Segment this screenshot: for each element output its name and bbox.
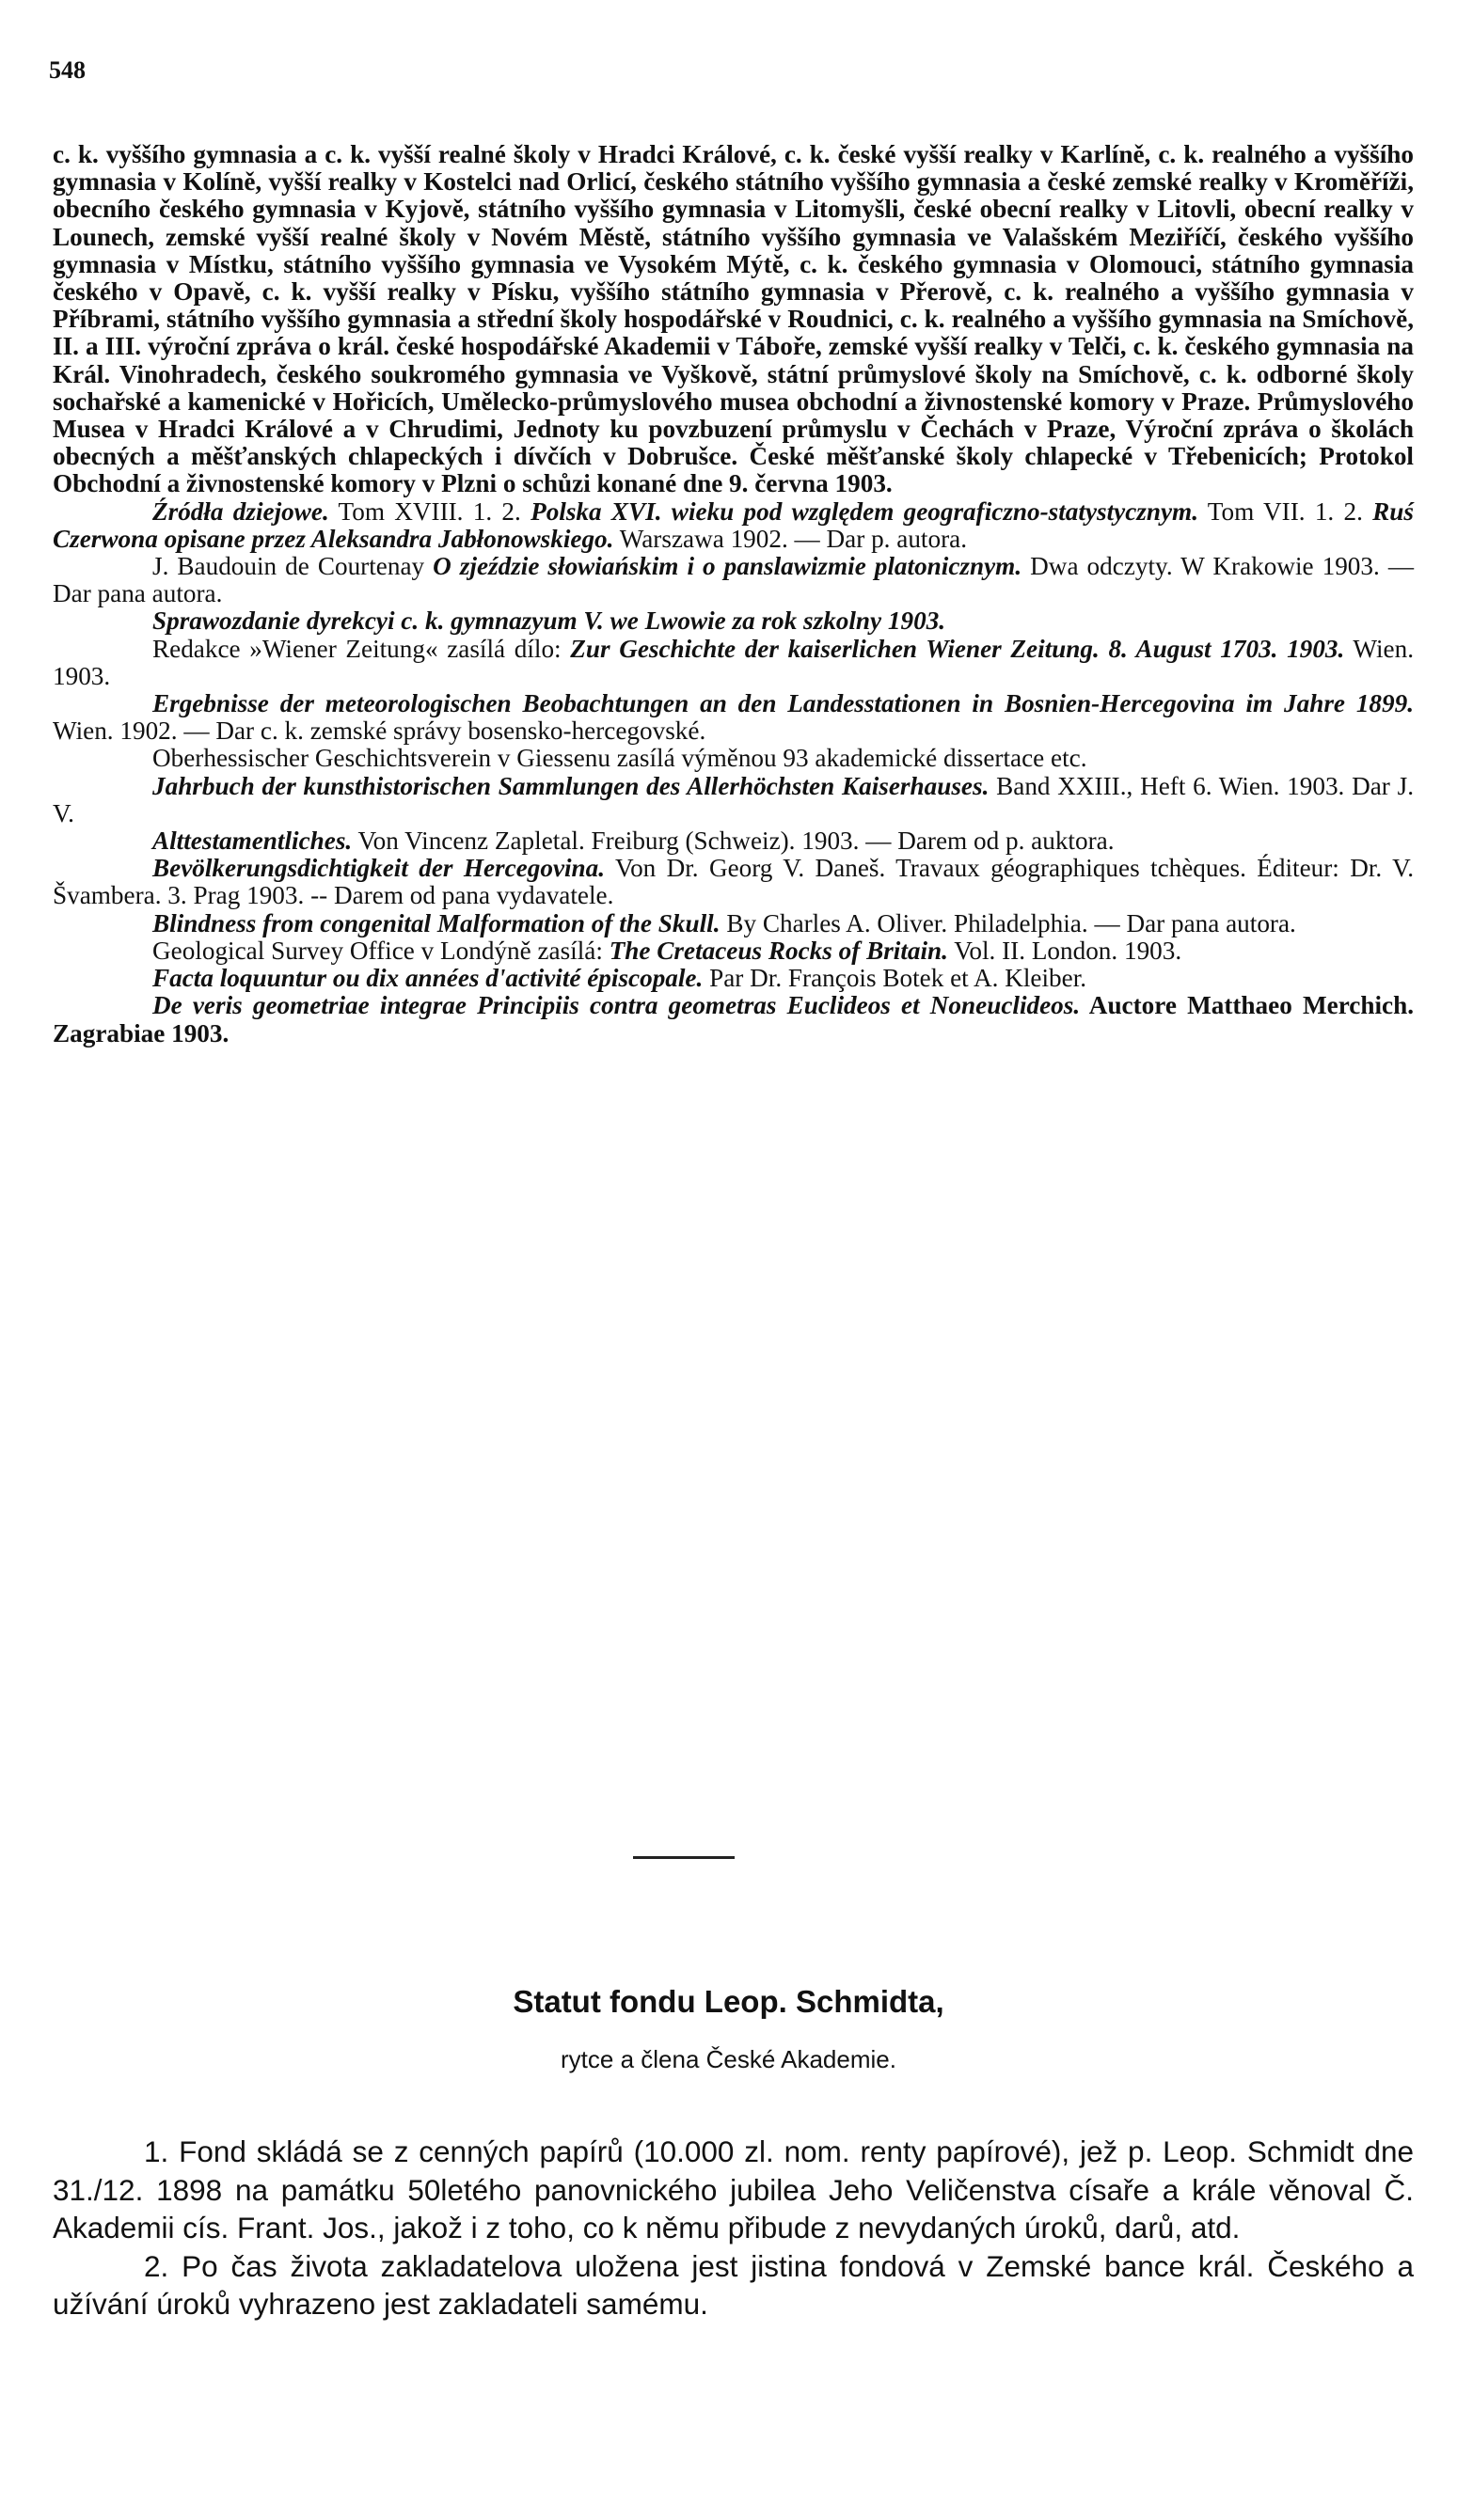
list-item: Jahrbuch der kunsthistorischen Sammlungen des Allerhöchsten Kaiserhauses. Band XXIII., Heft 6. Wien. 1903. Dar J. V. bbox=[53, 771, 1414, 827]
section-divider bbox=[633, 1856, 735, 1859]
list-item: Ergebnisse der meteorologischen Beobachtungen an den Landesstationen in Bosnien-Hercegovina im Jahre 1899. Wien. 1902. — Dar c. k. zemské správy bosensko-hercegovské. bbox=[53, 689, 1414, 746]
statute-title: Statut fondu Leop. Schmidta, bbox=[513, 1984, 944, 2019]
list-item: Sprawozdanie dyrekcyi c. k. gymnazyum V. we Lwowie za rok szkolny 1903. bbox=[152, 606, 946, 636]
list-item: Źródła dziejowe. Tom XVIII. 1. 2. Polska XVI. wieku pod względem geograficzno-statystycznym. Tom VII. 1. 2. Ruś Czerwona opisane przez Aleksandra Jabłonowskiego. Warszawa 1902. — Dar p. autora. bbox=[53, 496, 1415, 553]
statute-paragraph-1: 1. Fond skládá se z cenných papírů (10.000 zl. nom. renty papírové), jež p. Leop. Schmidt dne 31./12. 1898 na památku 50letého panovnického jubilea Jeho Veličenstva císaře a krále věnoval Č. Akademii cís. Frant. Jos., jakož i z toho, co k němu přibude z nevydaných úroků, darů, atd. bbox=[53, 2134, 1414, 2245]
list-item: J. Baudouin de Courtenay O zjeździe słowiańskim i o panslawizmie platonicznym. Dwa odczyty. W Krakowie 1903. — Dar pana autora. bbox=[53, 552, 1415, 608]
list-item: Blindness from congenital Malformation of the Skull. By Charles A. Oliver. Philadelphia. — Dar pana autora. bbox=[152, 908, 1296, 937]
list-item: Alttestamentliches. Von Vincenz Zapletal. Freiburg (Schweiz). 1903. — Darem od p. auktora. bbox=[152, 827, 1115, 856]
list-item: Bevölkerungsdichtigkeit der Hercegovina. Von Dr. Georg V. Daneš. Travaux géographiques tchèques. Éditeur: Dr. V. Švambera. 3. Prag 1903. -- Darem od pana vydavatele. bbox=[53, 854, 1414, 910]
statute-subtitle: rytce a člena České Akademie. bbox=[561, 2045, 896, 2073]
list-item: De veris geometriae integrae Principiis contra geometras Euclideos et Noneuclideos. Auctore Matthaeo Merchich. Zagrabiae 1903. bbox=[53, 991, 1414, 1047]
statute-paragraph-2: 2. Po čas života zakladatelova uložena jest jistina fondová v Zemské bance král. Českého a užívání úroků vyhrazeno jest zakladateli samému. bbox=[53, 2248, 1414, 2322]
list-item: Oberhessischer Geschichtsverein v Giessenu zasílá výměnou 93 akademické dissertace etc. bbox=[152, 744, 1087, 773]
page-number: 548 bbox=[49, 56, 86, 84]
list-item: c. k. vyššího gymnasia a c. k. vyšší realné školy v Hradci Králové, c. k. české vyšší realky v Karlíně, c. k. realného a vyššího gymnasia v Kolíně, vyšší realky v Kostelci nad Orlicí, českého státního vyššího gymnasia a české zemské realky v Kroměříži, obecního českého gymnasia v Kyjově, státního vyššího gymnasia v Litomyšli, české obecní realky v Litovli, obecní realky v Lounech, zemské vyšší realné školy v Novém Městě, státního vyššího gymnasia ve Valašském Meziříčí, českého vyššího gymnasia v Místku, státního vyššího gymnasia ve Vysokém Mýtě, c. k. českého gymnasia v Olomouci, státního gymnasia českého v Opavě, c. k. vyšší realky v Písku, vyššího státního gymnasia v Přerově, c. k. realného a vyššího gymnasia v Příbrami, státního vyššího gymnasia a střední školy hospodářské v Roudnici, c. k. realného a vyššího gymnasia na Smíchově, II. a III. výroční zpráva o král. české hospodářské Akademii v Táboře, zemské vyšší realky v Telči, c. k. českého gymnasia na Král. Vinohradech, českého soukromého gymnasia ve Vyškově, státní průmyslové školy na Smíchově, c. k. odborné školy sochařské a kamenické v Hořicích, Umělecko-průmyslového musea obchodní a živnostenské komory v Praze. Průmyslového Musea v Hradci Králové a v Chrudimi, Jednoty ku povzbuzení průmyslu v Čechách v Praze, Výroční zpráva o školách obecných a měšťanských chlapeckých i dívčích v Dobrušce. České měšťanské školy chlapecké v Třebenicích; Protokol Obchodní a živnostenské komory v Plzni o schůzi konané dne 9. června 1903. bbox=[53, 140, 1414, 498]
statute-body bbox=[53, 2133, 1414, 2323]
list-item: Redakce »Wiener Zeitung« zasílá dílo: Zur Geschichte der kaiserlichen Wiener Zeitung. 8. August 1703. 1903. Wien. 1903. bbox=[53, 634, 1415, 690]
list-item: Geological Survey Office v Londýně zasílá: The Cretaceus Rocks of Britain. Vol. II. London. 1903. bbox=[152, 936, 1182, 965]
acquisitions-list bbox=[53, 141, 1414, 1047]
list-item: Facta loquuntur ou dix années d'activité épiscopale. Par Dr. François Botek et A. Kleiber. bbox=[152, 964, 1087, 993]
